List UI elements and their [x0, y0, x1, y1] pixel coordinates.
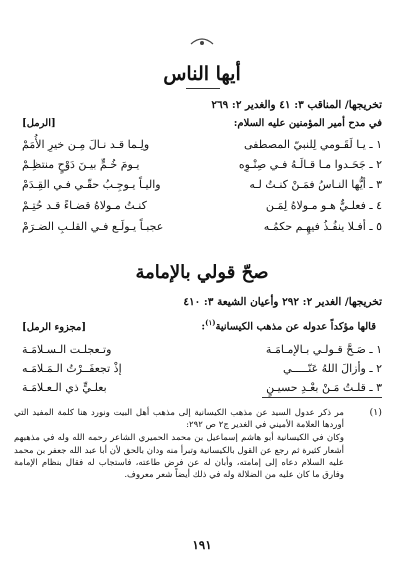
verse-4-first-hemistich: ٤ ـ فعلـيٌّ هـو مـولاهُ لِمَـن: [265, 199, 382, 212]
section-sources-line: تخريجها/ الغدير ٢: ٢٩٢ وأعيان الشيعة ٣: ٤١٠: [183, 296, 382, 308]
verse-3-second-hemistich: واليـاً يـوجِـبُ حقّـي فـي القِـدَمْ: [22, 178, 161, 191]
verse-1-second-hemistich: وتـعجلـت الـسـلامَـة: [22, 343, 112, 356]
poem-title: أيها الناس: [163, 63, 241, 85]
footnote-marker[interactable]: (١): [205, 318, 216, 327]
verse-1-second-hemistich: ولِـما قـد نـالَ مِـن خيرِ الأُمَمْ: [22, 138, 150, 151]
section-intro: [201, 318, 376, 332]
ornament-icon: [189, 34, 215, 48]
verse-2-second-hemistich: إذْ تجعفَــرْتُ الـمَـلامَـه: [22, 362, 122, 375]
verse-3-second-hemistich: بعلـيٍّ ذي الـعـلامَـة: [22, 381, 107, 394]
verse-5-second-hemistich: عجبـاً يـولَـع فـي القلـبِ الضـرَمْ: [22, 220, 164, 233]
page-number: ١٩١: [192, 538, 212, 552]
section-intro-text: قالها مؤكداً عدوله عن مذهب الكيسانية: [215, 321, 376, 333]
verse-2-first-hemistich: ٢ ـ جَحَـدوا مـا قـالَـهُ فـي صِنْـوِه: [238, 158, 382, 171]
poem-meter: [الرمل]: [22, 118, 56, 129]
footnote-divider: [262, 397, 382, 398]
sources-line: تخريجها/ المناقب ٣: ٤١ والغدير ٢: ٢٦٩: [211, 99, 382, 111]
verse-2-first-hemistich: ٢ ـ وأزالَ اللهُ عَنّـــــي: [283, 362, 382, 375]
section-title: صحّ قولي بالإمامة: [135, 262, 269, 283]
verse-1-first-hemistich: ١ ـ صَـحَّ قـولـي بـالإمـامَـة: [265, 343, 382, 356]
verse-3-first-hemistich: ٣ ـ قلـتُ مَـنْ بعْـدِ حسيـنٍ: [266, 381, 382, 394]
footnote-number: (١): [369, 407, 382, 418]
verse-3-first-hemistich: ٣ ـ أيُّها النـاسُ فمَـنْ كنـتُ لـه: [249, 178, 382, 191]
poem-intro: في مدح أمير المؤمنين عليه السلام:: [233, 118, 382, 129]
verse-2-second-hemistich: يـومَ خُـمٍّ بيـنَ دَوْحٍ منتظِـمْ: [22, 158, 140, 171]
footnote: [14, 407, 344, 482]
verse-4-second-hemistich: كنـتُ مـولاهُ قضـاءً قـد حُتِـمْ: [22, 199, 147, 212]
section-meter: [مجزوء الرمل]: [22, 322, 87, 333]
footnote-paragraph: مر ذكر عدول السيد عن مذهب الكيسانية إلى مذهب أهل البيت ونورد هنا كلمة المفيد التي أوردها العلامة الأميني في الغدير ج٢ ص ٢٩٢:: [14, 408, 344, 431]
section-intro-colon: :: [201, 321, 206, 333]
footnote-paragraph: وكان في الكيسانية أبو هاشم إسماعيل بن محمد الحميري الشاعر رحمه الله وله في مذهبهم أشعار كثيرة ثم رجع عن القول بالكيسانية وتبرأ منه ودان بالحق لأن أبا عبد الله جعفر بن محمد عليه السلام دعاه إلى إمامته، وأبان له عن فرض طاعته، فاستجاب له فقال بنظام الإمامة وفارق ما كان عليه من الضلالة وله في ذلك أيضاً شعر معروف.: [14, 433, 344, 481]
title-divider: [186, 88, 220, 89]
verse-5-first-hemistich: ٥ ـ أفـلا ينفُـذُ فيهِـم حكمُـه: [263, 220, 382, 233]
verse-1-first-hemistich: ١ ـ يـا لَقَـومي لِلنبيّ المصطفى: [243, 138, 382, 151]
